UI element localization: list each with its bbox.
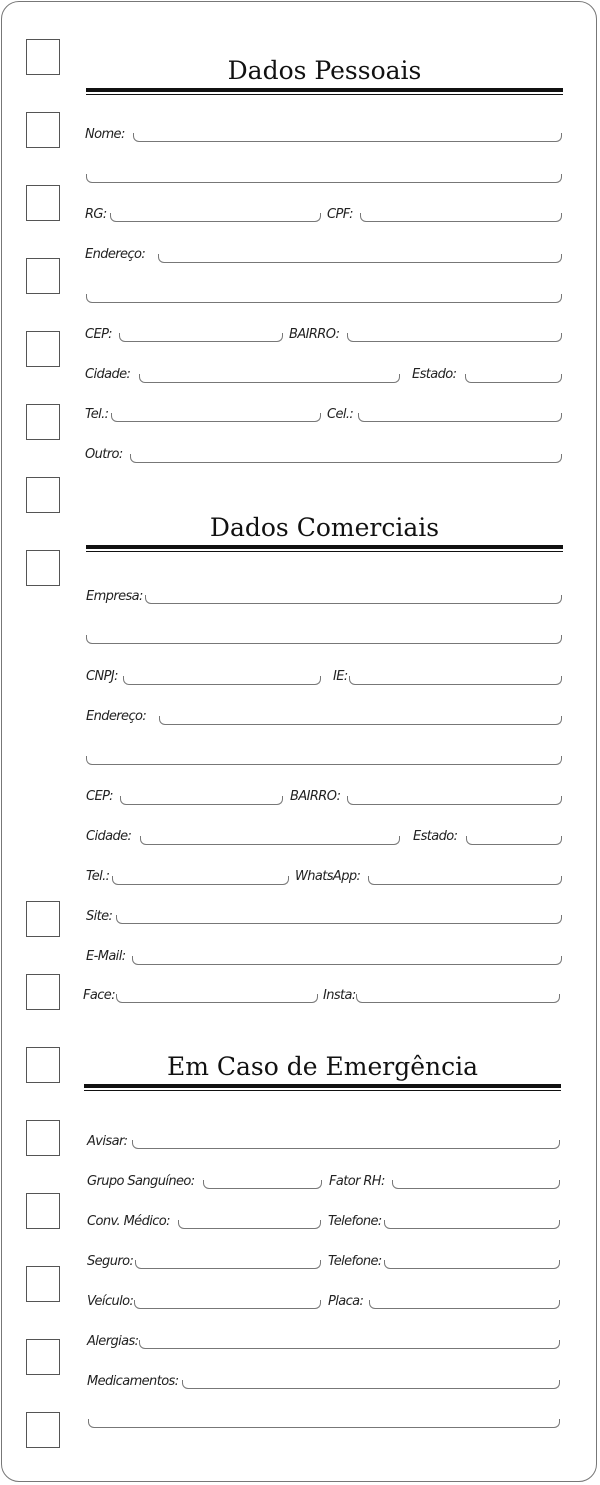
section-rule (86, 545, 563, 552)
field-tel[interactable] (111, 413, 321, 422)
field-site[interactable] (116, 915, 562, 924)
field-empresa-line2[interactable] (86, 635, 562, 644)
field-avisar[interactable] (132, 1140, 560, 1149)
label-insta: Insta: (323, 988, 356, 1003)
label-outro: Outro: (85, 447, 123, 462)
label-placa: Placa: (328, 1294, 364, 1309)
field-face[interactable] (116, 994, 318, 1003)
binder-hole (26, 112, 60, 148)
field-alergias[interactable] (139, 1340, 560, 1349)
label-grupo-sanguineo: Grupo Sanguíneo: (87, 1174, 195, 1189)
field-telefone-convenio[interactable] (384, 1220, 560, 1229)
field-conv-medico[interactable] (178, 1220, 321, 1229)
field-endereco[interactable] (158, 254, 562, 263)
label-endereco-comercial: Endereço: (86, 709, 147, 724)
label-conv-medico: Conv. Médico: (87, 1214, 170, 1229)
field-endereco-comercial-line2[interactable] (86, 756, 562, 765)
field-placa[interactable] (369, 1300, 560, 1309)
label-rg: RG: (85, 207, 107, 222)
field-estado-comercial[interactable] (466, 836, 562, 845)
field-grupo-sanguineo[interactable] (203, 1180, 322, 1189)
field-medicamentos-line2[interactable] (88, 1419, 560, 1428)
field-bairro-comercial[interactable] (347, 796, 562, 805)
label-alergias: Alergias: (87, 1334, 139, 1349)
binder-hole (26, 331, 60, 367)
binder-hole (26, 974, 60, 1010)
field-insta[interactable] (356, 994, 560, 1003)
label-site: Site: (86, 909, 113, 924)
binder-hole (26, 1339, 60, 1375)
label-tel-comercial: Tel.: (86, 869, 110, 884)
binder-hole (26, 1120, 60, 1156)
binder-hole (26, 1193, 60, 1229)
field-cep-comercial[interactable] (120, 796, 283, 805)
label-whatsapp: WhatsApp: (295, 869, 361, 884)
form-page (1, 1, 597, 1482)
field-seguro[interactable] (135, 1260, 321, 1269)
label-endereco: Endereço: (85, 247, 146, 262)
binder-hole (26, 550, 60, 586)
field-cpf[interactable] (360, 213, 562, 222)
label-medicamentos: Medicamentos: (87, 1374, 179, 1389)
field-rg[interactable] (110, 213, 321, 222)
label-telefone-convenio: Telefone: (328, 1214, 382, 1229)
field-estado[interactable] (465, 374, 562, 383)
label-cpf: CPF: (327, 207, 353, 222)
binder-hole (26, 477, 60, 513)
field-telefone-seguro[interactable] (384, 1260, 560, 1269)
field-nome-line2[interactable] (86, 174, 562, 183)
binder-hole (26, 1047, 60, 1083)
field-fator-rh[interactable] (392, 1180, 560, 1189)
field-bairro[interactable] (347, 333, 562, 342)
label-avisar: Avisar: (87, 1134, 128, 1149)
field-cnpj[interactable] (123, 676, 321, 685)
label-empresa: Empresa: (86, 589, 143, 604)
label-fator-rh: Fator RH: (329, 1174, 385, 1189)
label-estado: Estado: (412, 367, 457, 382)
label-nome: Nome: (85, 127, 125, 142)
binder-hole (26, 901, 60, 937)
field-endereco-line2[interactable] (86, 294, 562, 303)
field-cidade-comercial[interactable] (140, 836, 400, 845)
field-whatsapp[interactable] (368, 876, 562, 885)
label-telefone-seguro: Telefone: (328, 1254, 382, 1269)
label-cidade: Cidade: (85, 367, 131, 382)
label-tel: Tel.: (85, 407, 109, 422)
field-endereco-comercial[interactable] (159, 716, 562, 725)
label-cidade-comercial: Cidade: (86, 829, 132, 844)
binder-hole (26, 39, 60, 75)
label-veiculo: Veículo: (87, 1294, 134, 1309)
label-ie: IE: (333, 669, 348, 684)
label-bairro: BAIRRO: (289, 327, 340, 342)
field-email[interactable] (132, 956, 562, 965)
label-estado-comercial: Estado: (413, 829, 458, 844)
field-tel-comercial[interactable] (112, 876, 289, 885)
field-cel[interactable] (358, 413, 562, 422)
field-medicamentos[interactable] (182, 1380, 560, 1389)
binder-hole (26, 1412, 60, 1448)
field-outro[interactable] (130, 454, 562, 463)
binder-hole (26, 258, 60, 294)
field-empresa[interactable] (145, 595, 562, 604)
label-cnpj: CNPJ: (86, 669, 118, 684)
section-title-business: Dados Comerciais (209, 513, 440, 542)
binder-hole (26, 404, 60, 440)
section-title-personal: Dados Pessoais (227, 56, 422, 85)
binder-hole (26, 185, 60, 221)
field-cep[interactable] (119, 333, 283, 342)
section-title-emergency: Em Caso de Emergência (166, 1052, 478, 1081)
label-cel: Cel.: (327, 407, 354, 422)
label-bairro-comercial: BAIRRO: (290, 789, 341, 804)
section-rule (86, 88, 563, 95)
field-veiculo[interactable] (134, 1300, 321, 1309)
binder-hole (26, 1266, 60, 1302)
field-ie[interactable] (349, 676, 562, 685)
field-nome[interactable] (133, 133, 562, 142)
label-email: E-Mail: (86, 949, 126, 964)
label-seguro: Seguro: (87, 1254, 134, 1269)
field-cidade[interactable] (139, 374, 400, 383)
label-cep: CEP: (85, 327, 112, 342)
label-cep-comercial: CEP: (86, 789, 113, 804)
section-rule (84, 1084, 561, 1091)
label-face: Face: (83, 988, 115, 1003)
